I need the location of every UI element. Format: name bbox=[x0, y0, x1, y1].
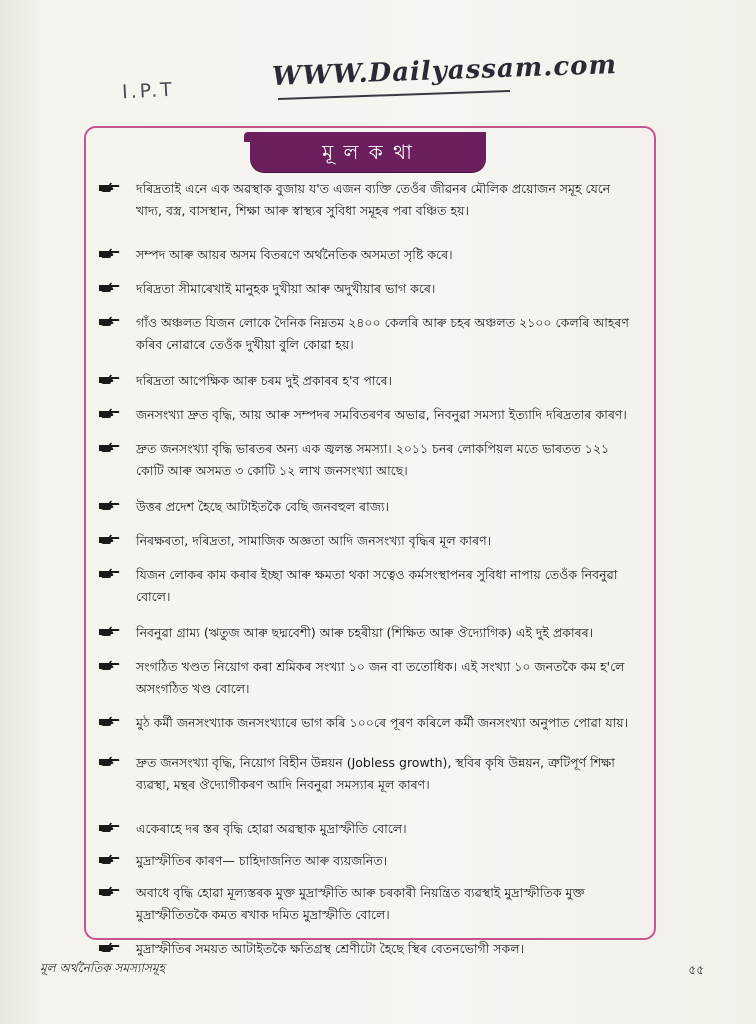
bullet-item bbox=[98, 438, 658, 482]
pointing-hand-icon bbox=[98, 624, 120, 638]
summary-bullet-list bbox=[98, 178, 658, 972]
bullet-text: সম্পদ আৰু আয়ৰ অসম বিতৰণে অৰ্থনৈতিক অসমতা সৃষ্টি কৰে। bbox=[136, 247, 453, 262]
pointing-hand-icon bbox=[98, 714, 120, 728]
pointing-hand-icon bbox=[98, 852, 120, 866]
bullet-text: দৰিদ্ৰতা আপেক্ষিক আৰু চৰম দুই প্ৰকাৰৰ হ'ব পাৰে। bbox=[136, 373, 393, 388]
bullet-text: মুঠ কৰ্মী জনসংখ্যাক জনসংখ্যাৰে ভাগ কৰি ১০০ৰে পূৰণ কৰিলে কৰ্মী জনসংখ্যা অনুপাত পোৱা যায়। bbox=[136, 715, 629, 730]
bullet-item bbox=[98, 938, 658, 960]
bullet-text: দৰিদ্ৰতা সীমাৰেখাই মানুহক দুখীয়া আৰু অদুখীয়াৰ ভাগ কৰে। bbox=[136, 281, 436, 296]
bullet-text: দ্ৰুত জনসংখ্যা বৃদ্ধি ভাৰতৰ অন্য এক জ্বলন্ত সমস্যা। ২০১১ চনৰ লোকপিয়ল মতে ভাৰতত ১২১ কোটি আৰু অসমত ৩ কোটি ১২ লাখ জনসংখ্যা আছে। bbox=[136, 441, 610, 478]
bullet-text: অবাধে বৃদ্ধি হোৱা মূল্যস্তৰক মুক্ত মুদ্ৰাস্ফীতি আৰু চৰকাৰী নিয়ন্ত্ৰিত ব্যৱস্থাই মুদ্ৰাস্ফীতিক মুক্ত মুদ্ৰাস্ফীতিতকৈ কমত ৰখাক দমিত মুদ্ৰাস্ফীতি বোলে। bbox=[136, 885, 585, 922]
handwritten-note: I.P.T bbox=[121, 78, 176, 104]
bullet-item bbox=[98, 496, 658, 518]
bullet-text: দ্ৰুত জনসংখ্যা বৃদ্ধি, নিয়োগ বিহীন উন্নয়ন (Jobless growth), স্থবিৰ কৃষি উন্নয়ন, ত্ৰুটিপূৰ্ণ শিক্ষা ব্যৱস্থা, মন্থৰ ঔদ্যোগীকৰণ আদি নিবনুৱা সমস্যাৰ মূল কাৰণ। bbox=[136, 755, 615, 792]
pointing-hand-icon bbox=[98, 498, 120, 512]
summary-title: মূ ল ক থা bbox=[322, 140, 414, 164]
bullet-item bbox=[98, 312, 658, 356]
pointing-hand-icon bbox=[98, 372, 120, 386]
pointing-hand-icon bbox=[98, 658, 120, 672]
bullet-text: গাঁও অঞ্চলত যিজন লোকে দৈনিক নিম্নতম ২৪০০ কেলৰি আৰু চহৰ অঞ্চলত ২১০০ কেলৰি আহৰণ কৰিব নোৱাৰে তেওঁক দুখীয়া বুলি কোৱা হয়। bbox=[136, 315, 629, 352]
pointing-hand-icon bbox=[98, 566, 120, 580]
summary-title-banner bbox=[250, 132, 486, 172]
bullet-text: নিবনুৱা গ্ৰাম্য (ঋতুজ আৰু ছদ্মবেশী) আৰু চহৰীয়া (শিক্ষিত আৰু ঔদ্যোগিক) এই দুই প্ৰকাৰৰ। bbox=[136, 625, 594, 640]
bullet-item bbox=[98, 712, 658, 734]
bullet-item bbox=[98, 882, 658, 926]
bullet-text: মুদ্ৰাস্ফীতিৰ সময়ত আটাইতকৈ ক্ষতিগ্ৰস্থ শ্ৰেণীটো হৈছে স্থিৰ বেতনভোগী সকল। bbox=[136, 941, 525, 956]
pointing-hand-icon bbox=[98, 280, 120, 294]
bullet-text: যিজন লোকৰ কাম কৰাৰ ইচ্ছা আৰু ক্ষমতা থকা সত্বেও কৰ্মসংস্থাপনৰ সুবিধা নাপায় তেওঁক নিবনুৱা বোলে। bbox=[136, 567, 618, 604]
bullet-item bbox=[98, 530, 658, 552]
pointing-hand-icon bbox=[98, 440, 120, 454]
bullet-text: সংগঠিত খণ্ডত নিয়োগ কৰা শ্ৰমিকৰ সংখ্যা ১০ জন বা ততোধিক। এই সংখ্যা ১০ জনতকৈ কম হ'লে অসংগঠিত খণ্ড বোলে। bbox=[136, 659, 625, 696]
bullet-item bbox=[98, 404, 658, 426]
handwritten-website: WWW.Dailyassam.com bbox=[271, 49, 618, 93]
pointing-hand-icon bbox=[98, 180, 120, 194]
bullet-item bbox=[98, 564, 658, 608]
page-number: ৫৫ bbox=[688, 963, 704, 977]
bullet-item bbox=[98, 370, 658, 392]
bullet-item bbox=[98, 622, 658, 644]
pointing-hand-icon bbox=[98, 314, 120, 328]
pointing-hand-icon bbox=[98, 246, 120, 260]
pointing-hand-icon bbox=[98, 406, 120, 420]
bullet-text: একেৰাহে দৰ স্তৰ বৃদ্ধি হোৱা অৱস্থাক মুদ্ৰাস্ফীতি বোলে। bbox=[136, 821, 407, 836]
pointing-hand-icon bbox=[98, 754, 120, 768]
pointing-hand-icon bbox=[98, 532, 120, 546]
bullet-text: জনসংখ্যা দ্ৰুত বৃদ্ধি, আয় আৰু সম্পদৰ সমবিতৰণৰ অভাৱ, নিবনুৱা সমস্যা ইত্যাদি দৰিদ্ৰতাৰ কাৰণ। bbox=[136, 407, 627, 422]
bullet-item bbox=[98, 850, 658, 872]
footer-chapter-title: মূল অৰ্থনৈতিক সমস্যাসমূহ bbox=[40, 961, 165, 975]
bullet-item bbox=[98, 244, 658, 266]
bullet-item bbox=[98, 818, 658, 840]
bullet-item bbox=[98, 178, 658, 222]
bullet-text: মুদ্ৰাস্ফীতিৰ কাৰণ— চাহিদাজনিত আৰু ব্যয়জনিত। bbox=[136, 853, 388, 868]
bullet-item bbox=[98, 278, 658, 300]
bullet-text: উত্তৰ প্ৰদেশ হৈছে আটাইতকৈ বেছি জনবহুল ৰাজ্য। bbox=[136, 499, 390, 514]
bullet-text: নিৰক্ষৰতা, দৰিদ্ৰতা, সামাজিক অজ্ঞতা আদি জনসংখ্যা বৃদ্ধিৰ মূল কাৰণ। bbox=[136, 533, 492, 548]
pointing-hand-icon bbox=[98, 820, 120, 834]
bullet-text: দৰিদ্ৰতাই এনে এক অৱস্থাক বুজায় য'ত এজন ব্যক্তি তেওঁৰ জীৱনৰ মৌলিক প্ৰয়োজন সমূহ যেনে খাদ্য, বস্ত্ৰ, বাসস্থান, শিক্ষা আৰু স্বাস্থ্যৰ সুবিধা সমূহৰ পৰা বঞ্চিত হয়। bbox=[136, 181, 611, 218]
pointing-hand-icon bbox=[98, 884, 120, 898]
bullet-item bbox=[98, 752, 658, 796]
bullet-item bbox=[98, 656, 658, 700]
pointing-hand-icon bbox=[98, 940, 120, 954]
